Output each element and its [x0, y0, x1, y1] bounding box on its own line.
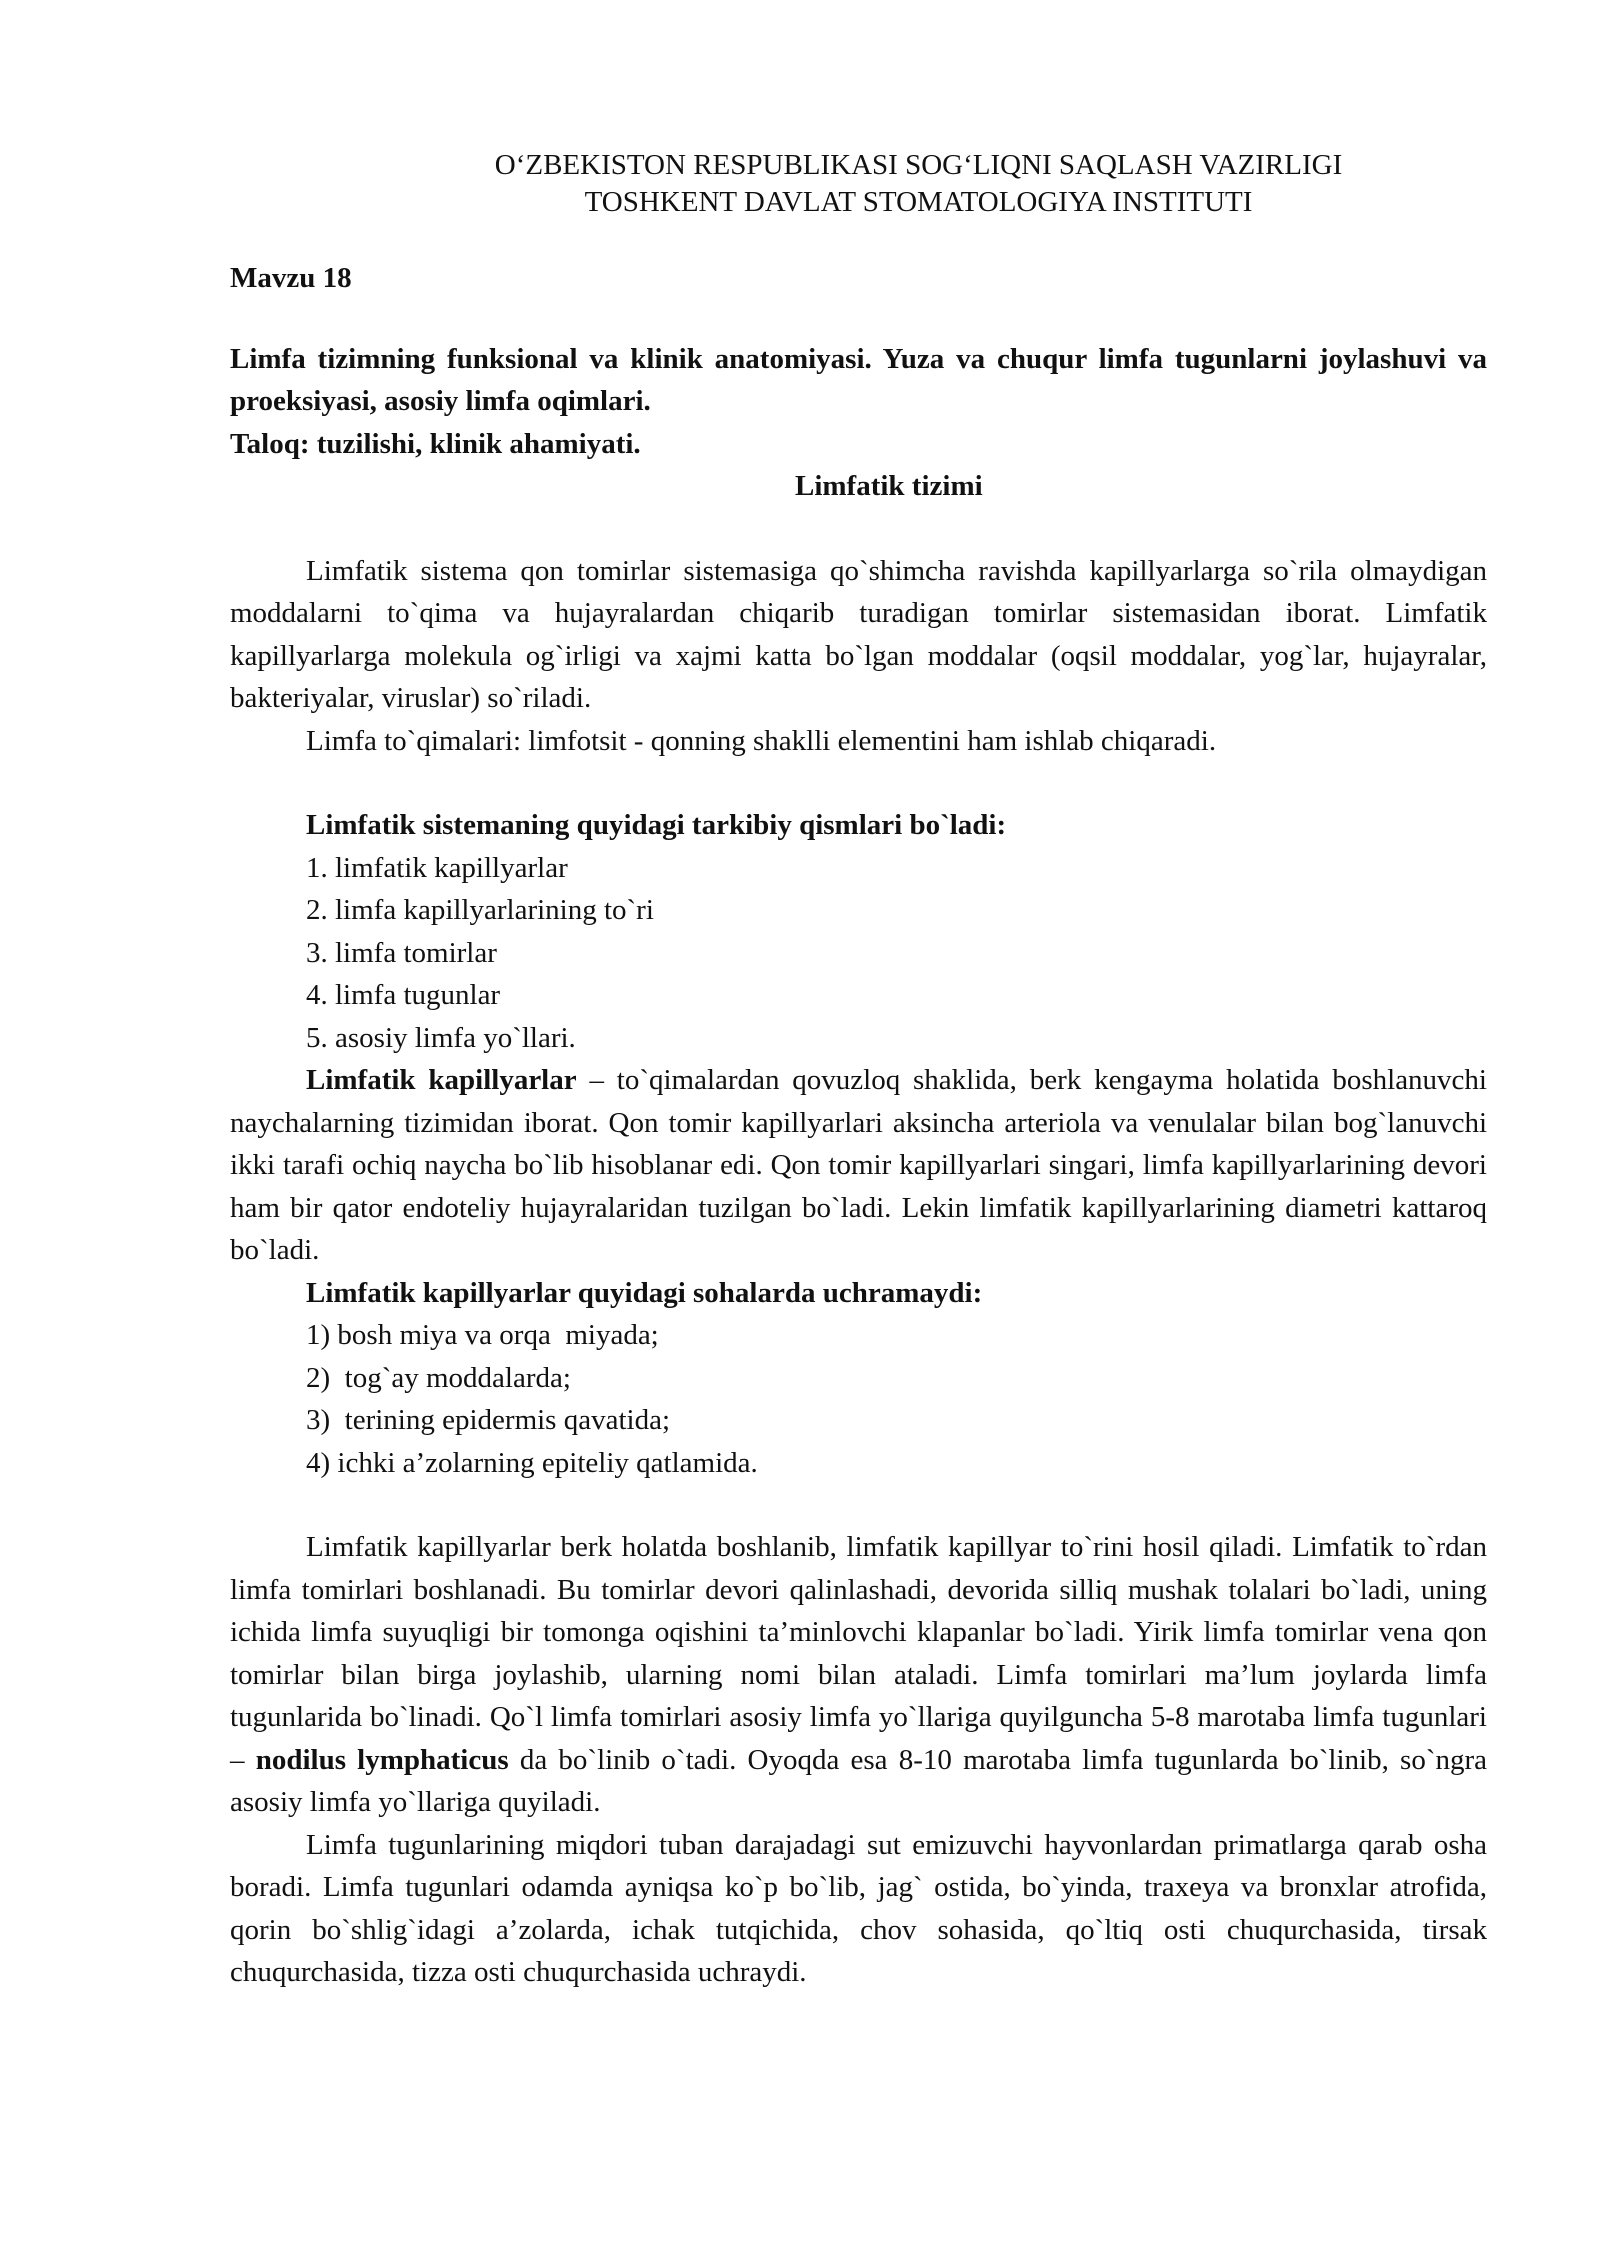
list-item: 3) terining epidermis qavatida; — [306, 1404, 671, 1436]
list-item: 2. limfa kapillyarlarining to`ri — [306, 894, 654, 926]
list-item: 4. limfa tugunlar — [306, 979, 501, 1011]
lecture-title — [230, 338, 1487, 508]
institute-line: TOSHKENT DAVLAT STOMATOLOGIYA INSTITUTI — [584, 186, 1253, 218]
title-sub: Taloq: tuzilishi, klinik ahamiyati. — [230, 427, 641, 460]
page-content — [230, 147, 1487, 1994]
capillaries-term: Limfatik kapillyarlar — [306, 1064, 577, 1096]
spacer — [230, 508, 1487, 550]
title-main: Limfa tizimning funksional va klinik anatomiyasi. Yuza va chuqur limfa tugunlarni joylashuvi va proeksiyasi, asosiy limfa oqimlari. — [230, 342, 1487, 417]
absent-heading: Limfatik kapillyarlar quyidagi sohalarda uchramaydi: — [306, 1276, 983, 1309]
ministry-line: O‘ZBEKISTON RESPUBLIKASI SOG‘LIQNI SAQLASH VAZIRLIGI — [494, 149, 1343, 181]
list-item: 5. asosiy limfa yo`llari. — [306, 1021, 576, 1054]
topic-number: Mavzu 18 — [230, 262, 352, 294]
spacer — [230, 1484, 1487, 1526]
absent-list — [230, 1314, 1487, 1484]
list-item: 4) ichki a’zolarning epiteliy qatlamida. — [306, 1446, 758, 1479]
vessels-paragraph — [230, 1526, 1487, 1824]
intro-paragraph: Limfatik sistema qon tomirlar sistemasiga qo`shimcha ravishda kapillyarlarga so`rila olmaydigan moddalarni to`qima va hujayralardan chiqarib turadigan tomirlar sistemasidan iborat. Limfatik kapillyarlarga molekula og`irligi va xajmi katta bo`lgan moddalar (oqsil moddalar, yog`lar, hujayralar, bakteriyalar, viruslar) so`riladi. — [230, 554, 1487, 714]
vessels-term: nodilus lymphaticus — [255, 1743, 509, 1776]
vessels-text-before: Limfatik kapillyarlar berk holatda boshlanib, limfatik kapillyar to`rini hosil qiladi. Limfatik to`rdan limfa tomirlari boshlanadi. Bu tomirlar devori qalinlashadi, devorida silliq mushak tolalari bo`ladi, uning ichida limfa suyuqligi bir tomonga oqishini ta’minlovchi klapanlar bo`ladi. Yirik limfa tomirlar vena qon tomirlar bilan birga joylashib, ularning nomi bilan ataladi. Limfa tomirlari ma’lum joylarda limfa tugunlarida bo`linadi. Qo`l limfa tomirlari asosiy limfa yo`llariga quyilguncha 5-8 marotaba limfa tugunlari – — [230, 1531, 1487, 1776]
institution-header — [230, 147, 1487, 221]
tissue-paragraph: Limfa to`qimalari: limfotsit - qonning shaklli elementini ham ishlab chiqaradi. — [306, 724, 1217, 757]
list-item: 3. limfa tomirlar — [306, 936, 497, 969]
list-item: 1. limfatik kapillyarlar — [306, 851, 568, 884]
capillaries-text: – to`qimalardan qovuzloq shaklida, berk kengayma holatida boshlanuvchi naychalarning tizimidan iborat. Qon tomir kapillyarlari aksincha arteriola va venulalar bilan bog`lanuvchi ikki tarafi ochiq naycha bo`lib hisoblanar edi. Qon tomir kapillyarlari singari, limfa kapillyarlarining devori ham bir qator endoteliy hujayralaridan tuzilgan bo`ladi. Lekin limfatik kapillyarlarining diametri kattaroq bo`ladi. — [230, 1064, 1487, 1266]
capillaries-paragraph — [230, 1059, 1487, 1272]
section-title: Limfatik tizimi — [795, 470, 983, 502]
components-list — [230, 847, 1487, 1060]
nodes-paragraph: Limfa tugunlarining miqdori tuban darajadagi sut emizuvchi hayvonlardan primatlarga qarab osha boradi. Limfa tugunlari odamda ayniqsa ko`p bo`lib, jag` ostida, bo`yinda, traxeya va bronxlar atrofida, qorin bo`shlig`idagi a’zolarda, ichak tutqichida, chov sohasida, qo`ltiq osti chuqurchasida, tirsak chuqurchasida, tizza osti chuqurchasida uchraydi. — [230, 1828, 1487, 1988]
components-heading: Limfatik sistemaning quyidagi tarkibiy qismlari bo`ladi: — [306, 809, 1007, 841]
spacer — [230, 762, 1487, 804]
list-item: 1) bosh miya va orqa miyada; — [306, 1319, 659, 1351]
list-item: 2) tog`ay moddalarda; — [306, 1361, 571, 1394]
vessels-text-after: da bo`linib o`tadi. Oyoqda esa 8-10 marotaba limfa tugunlarda bo`linib, so`ngra asosiy limfa yo`llariga quyiladi. — [230, 1743, 1488, 1818]
